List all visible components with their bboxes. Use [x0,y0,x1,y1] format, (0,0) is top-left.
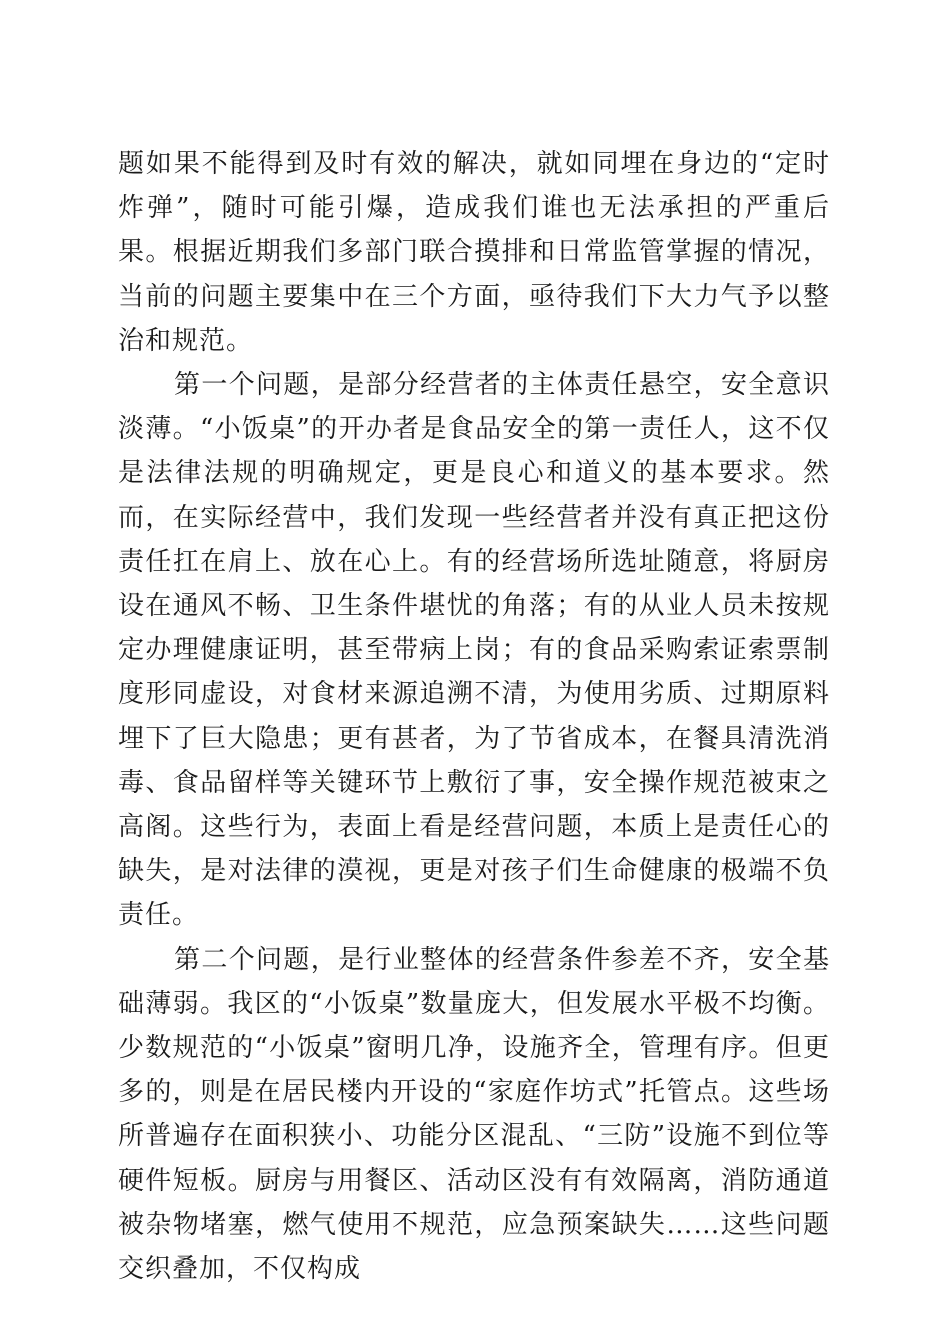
document-body [118,142,830,1291]
paragraph-first-problem: 第一个问题，是部分经营者的主体责任悬空，安全意识淡薄。“小饭桌”的开办者是食品安全的第一责任人，这不仅是法律法规的明确规定，更是良心和道义的基本要求。然而，在实际经营中，我们发现一些经营者并没有真正把这份责任扛在肩上、放在心上。有的经营场所选址随意，将厨房设在通风不畅、卫生条件堪忧的角落；有的从业人员未按规定办理健康证明，甚至带病上岗；有的食品采购索证索票制度形同虚设，对食材来源追溯不清，为使用劣质、过期原料埋下了巨大隐患；更有甚者，为了节省成本，在餐具清洗消毒、食品留样等关键环节上敷衍了事，安全操作规范被束之高阁。这些行为，表面上看是经营问题，本质上是责任心的缺失，是对法律的漠视，更是对孩子们生命健康的极端不负责任。 [118,370,830,931]
paragraph-continuation: 题如果不能得到及时有效的解决，就如同埋在身边的“定时炸弹”，随时可能引爆，造成我们谁也无法承担的严重后果。根据近期我们多部门联合摸排和日常监管掌握的情况，当前的问题主要集中在三个方面，亟待我们下大力气予以整治和规范。 [118,149,830,356]
paragraph-second-problem: 第二个问题，是行业整体的经营条件参差不齐，安全基础薄弱。我区的“小饭桌”数量庞大，但发展水平极不均衡。少数规范的“小饭桌”窗明几净，设施齐全，管理有序。但更多的，则是在居民楼内开设的“家庭作坊式”托管点。这些场所普遍存在面积狭小、功能分区混乱、“三防”设施不到位等硬件短板。厨房与用餐区、活动区没有有效隔离，消防通道被杂物堵塞，燃气使用不规范，应急预案缺失……这些问题交织叠加，不仅构成 [118,944,830,1285]
